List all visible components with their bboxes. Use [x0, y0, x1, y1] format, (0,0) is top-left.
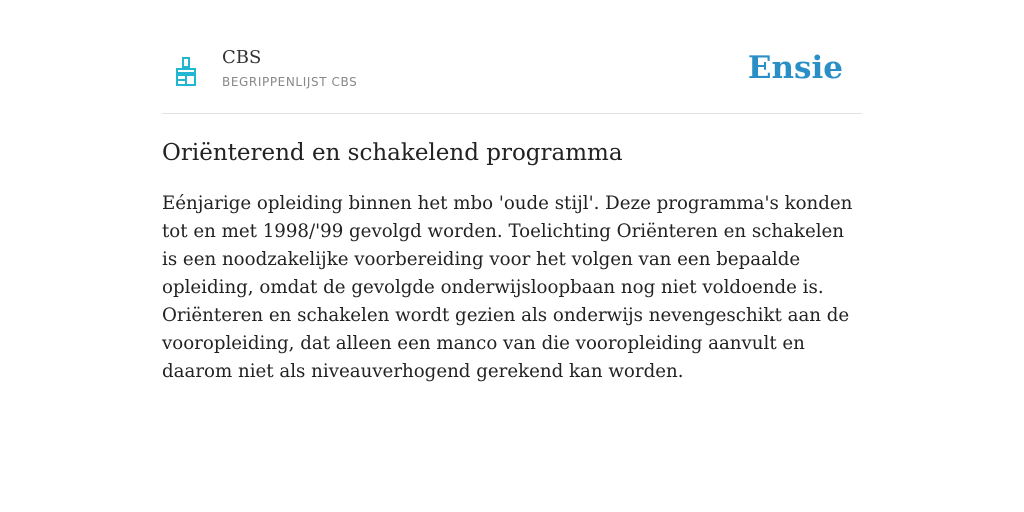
source-subtitle: BEGRIPPENLIJST CBS [222, 75, 358, 89]
source-title: CBS [222, 47, 262, 68]
cbs-logo-icon [176, 57, 196, 87]
definition-text: Eénjarige opleiding binnen het mbo 'oude stijl'. Deze programma's konden tot en met 1998/'99 gevolgd worden. Toelichting Oriënteren en schakelen is een noodzakelijke voorbereiding voor het volgen van een bepaalde opleiding, omdat de gevolgde onderwijsloopbaan nog niet voldoende is. Oriënteren en schakelen wordt gezien als onderwijs nevengeschikt aan de vooropleiding, dat alleen een manco van die vooropleiding aanvult en daarom niet als niveauverhogend gerekend kan worden. [162, 193, 853, 382]
card-header [162, 0, 862, 114]
term-title: Oriënterend en schakelend programma [162, 140, 623, 166]
definition-card [162, 0, 862, 382]
ensie-brand-link[interactable]: Ensie [747, 50, 843, 86]
